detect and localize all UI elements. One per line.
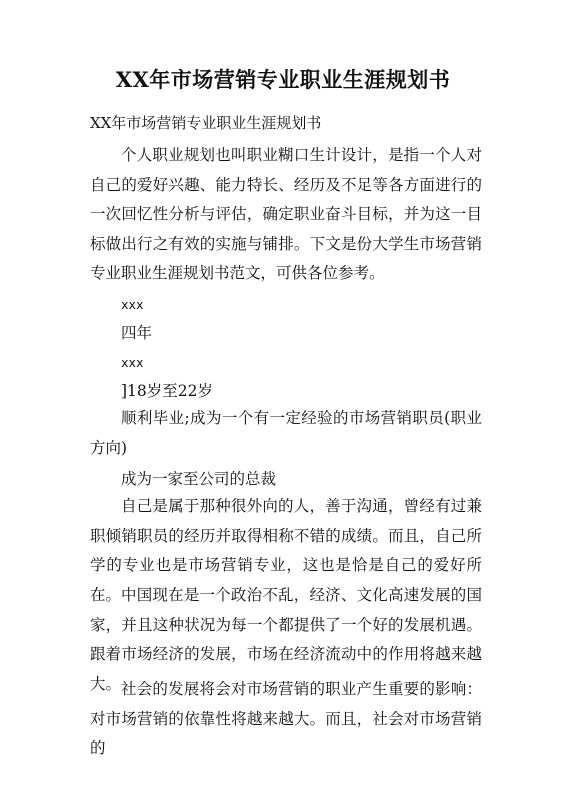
goal-paragraph: 顺利毕业;成为一个有一定经验的市场营销职员(职业方向) [90,409,482,457]
duration-line: 四年 [121,324,153,342]
placeholder-line-1: xxx [121,297,144,312]
intro-paragraph: 个人职业规划也叫职业糊口生计设计，是指一个人对自己的爱好兴趣、能力特长、经历及不足等各方面进行的一次回忆性分析与评估，确定职业奋斗目标，并为这一目标做出行之有效的实施与铺排。下文是份大学生市场营销专业职业生涯规划书范文，可供各位参考。 [90,146,482,282]
document-subtitle: XX年市场营销专业职业生涯规划书 [90,114,322,132]
long-term-goal-line: 成为一家至公司的总裁 [121,470,277,488]
self-analysis-paragraph: 自己是属于那种很外向的人，善于沟通，曾经有过兼职倾销职员的经历并取得相称不错的成绩。而且，自己所学的专业也是市场营销专业，这也是恰是自己的爱好所在。 [90,497,482,604]
age-range-line: ]18岁至22岁 [121,382,213,400]
document-title: XX年市场营销专业职业生涯规划书 [115,67,451,92]
environment-paragraph: 中国现在是一个政治不乱，经济、文化高速发展的国家，并且这种状况为每一个都提供了一个好的发展机遇。跟着市场经济的发展，市场在经济流动中的作用将越来越大。 [90,586,482,693]
social-impact-paragraph: 社会的发展将会对市场营销的职业产生重要的影响：对市场营销的依靠性将越来越大。而且，社会对市场营销的 [90,680,482,757]
placeholder-line-2: xxx [121,355,144,370]
